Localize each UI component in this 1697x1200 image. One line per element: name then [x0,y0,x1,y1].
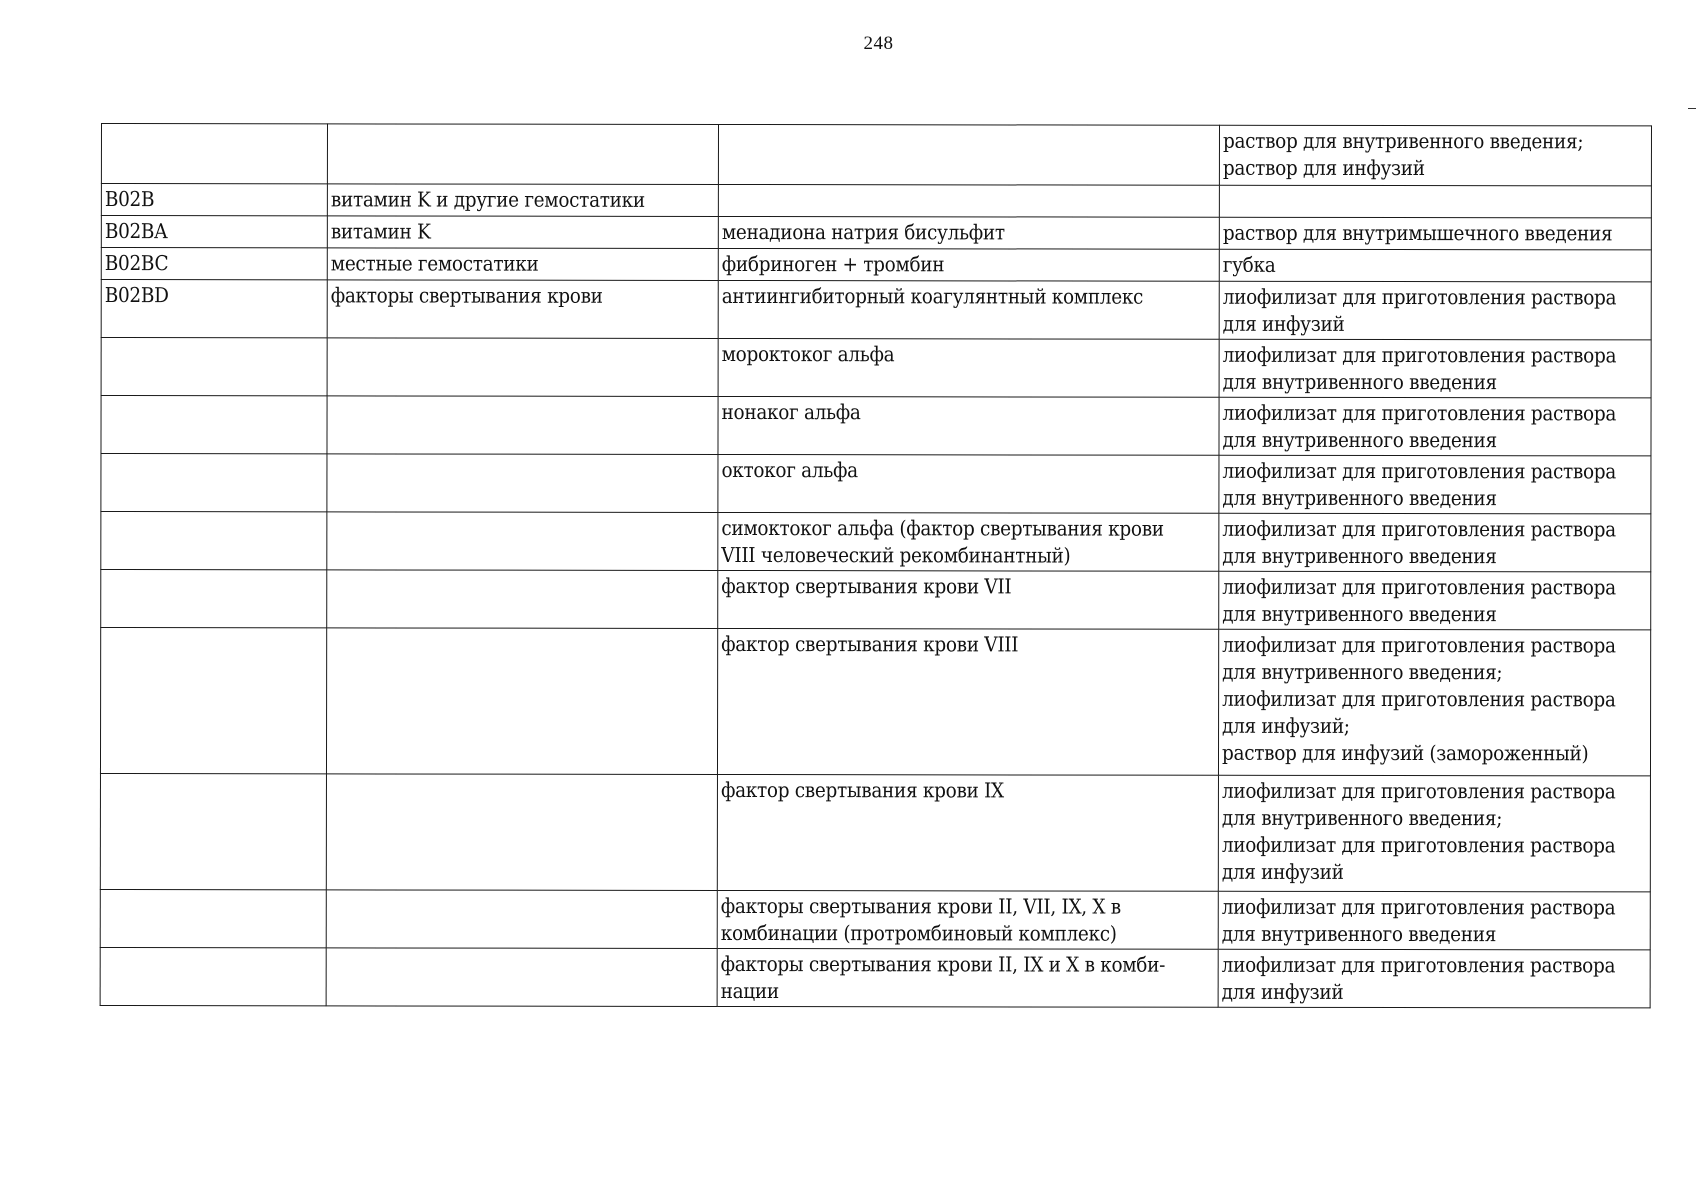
drug-name-line: комбинации (протромбиновый комплекс) [720,920,1117,946]
dosage-form-line: для внутривенного введения; [1221,805,1503,831]
page-number: 248 [863,33,894,54]
dosage-form-cell [1219,571,1651,630]
anatomical-group-cell: витамин K [327,216,718,249]
dosage-form-line: для внутривенного введения; [1222,659,1503,685]
table-row [101,184,1651,218]
table-row [101,280,1651,340]
anatomical-group-cell [327,570,718,629]
dosage-form-cell [1218,775,1650,892]
drug-name-line: октоког альфа [721,457,858,483]
drug-name-cell [717,774,1218,891]
atc-code-cell [101,338,327,396]
dosage-form-line: лиофилизат для приготовления раствора [1222,342,1617,368]
atc-code-cell [100,947,326,1005]
dosage-form-cell [1218,891,1650,950]
dosage-form-cell [1219,513,1651,572]
table-row [101,338,1651,398]
dosage-form-line: для инфузий [1222,311,1345,336]
dosage-form-line: лиофилизат для приготовления раствора [1222,284,1617,310]
table-row [101,454,1651,514]
atc-code-cell [101,124,327,184]
table-row [100,889,1650,949]
table-row [101,124,1651,186]
atc-code-cell [101,570,327,628]
dosage-form-line: лиофилизат для приготовления раствора [1221,832,1616,858]
drug-name-cell [718,454,1219,513]
drug-name-line: фактор свертывания крови IX [720,777,1004,803]
anatomical-group-cell: факторы свертывания крови [327,280,718,339]
dosage-form-line: для внутривенного введения [1222,427,1497,453]
dosage-form-line: для внутривенного введения [1222,369,1497,395]
anatomical-group-cell [326,774,717,891]
dosage-form-line: для внутривенного введения [1222,601,1497,627]
drug-name-line: антиингибиторный коагулянтный комплекс [721,283,1144,309]
dosage-form-line: лиофилизат для приготовления раствора [1222,632,1616,658]
dosage-form-cell [1219,249,1651,282]
dosage-form-cell [1219,281,1651,340]
atc-code-cell: B02B [101,184,327,216]
anatomical-group-cell [326,628,717,775]
table-row [100,947,1650,1007]
table-row [100,628,1650,776]
dosage-form-line: для внутривенного введения [1222,543,1497,569]
drug-name-cell [718,248,1219,281]
dosage-form-line: лиофилизат для приготовления раствора [1222,458,1616,484]
dosage-form-cell [1219,125,1651,186]
dosage-form-cell [1219,339,1651,398]
anatomical-group-cell [327,512,718,571]
anatomical-group-cell [327,396,718,455]
drug-name-line: фибриноген + тромбин [721,251,945,277]
dosage-form-line: раствор для внутривенного введения; [1222,128,1584,154]
dosage-form-cell [1219,455,1651,514]
dosage-form-line: лиофилизат для приготовления раствора [1221,894,1616,920]
anatomical-group-cell: витамин K и другие гемостатики [327,184,718,217]
table-row [101,570,1651,630]
drug-name-cell [717,890,1218,949]
scan-edge-mark [1688,108,1696,109]
drug-name-line: нонаког альфа [721,399,861,425]
dosage-form-cell [1219,217,1651,250]
dosage-form-line: для внутривенного введения [1222,485,1497,511]
drug-name-cell [717,628,1218,775]
table-row [101,216,1651,250]
drug-name-cell [718,124,1219,185]
dosage-form-cell [1219,397,1651,456]
atc-code-cell [101,454,327,512]
drug-name-cell [718,338,1219,397]
table-row [100,774,1650,892]
dosage-form-cell [1218,949,1650,1008]
atc-code-cell: B02BA [101,216,327,248]
table-body [100,124,1651,1008]
dosage-form-line: лиофилизат для приготовления раствора [1222,400,1617,426]
drug-name-line: фактор свертывания крови VII [721,573,1012,599]
table-row [101,512,1651,572]
dosage-form-line: раствор для инфузий [1222,155,1425,181]
drug-table [100,123,1652,1008]
dosage-form-cell [1219,185,1651,218]
atc-code-cell [100,774,326,890]
drug-name-cell [718,396,1219,455]
drug-name-line: симоктоког альфа (фактор свертывания крови [721,515,1164,541]
dosage-form-line: лиофилизат для приготовления раствора [1222,516,1616,542]
table-row [101,248,1651,282]
dosage-form-line: лиофилизат для приготовления раствора [1221,778,1616,804]
drug-name-line: мороктоког альфа [721,341,895,367]
dosage-form-line: для инфузий; [1222,713,1350,738]
atc-code-cell [101,512,327,570]
drug-name-line: менадиона натрия бисульфит [721,219,1005,245]
atc-code-cell [100,628,326,774]
drug-name-cell [718,512,1219,571]
drug-name-line: нации [720,978,779,1004]
dosage-form-line: лиофилизат для приготовления раствора [1222,686,1616,712]
atc-code-cell: B02BC [101,248,327,280]
dosage-form-line: лиофилизат для приготовления раствора [1222,574,1616,600]
atc-code-cell: B02BD [101,280,327,338]
atc-code-cell [100,889,326,947]
drug-name-cell [718,184,1219,217]
dosage-form-line: лиофилизат для приготовления раствора [1221,952,1616,978]
dosage-form-cell [1218,629,1650,776]
drug-name-cell [718,280,1219,339]
drug-name-cell [718,216,1219,249]
anatomical-group-cell [326,948,717,1007]
table-row [101,396,1651,456]
dosage-form-line: губка [1222,252,1276,277]
anatomical-group-cell [327,338,718,397]
drug-name-line: VIII человеческий рекомбинантный) [721,542,1071,568]
dosage-form-line: раствор для внутримышечного введения [1222,220,1613,246]
dosage-form-line: для инфузий [1221,859,1344,884]
drug-name-cell [718,570,1219,629]
anatomical-group-cell [326,890,717,949]
drug-name-line: факторы свертывания крови II, IX и X в комби- [720,951,1166,977]
anatomical-group-cell [327,454,718,513]
drug-name-line: факторы свертывания крови II, VII, IX, X в [720,893,1121,919]
atc-code-cell [101,396,327,454]
drug-name-cell [717,948,1218,1007]
drug-name-line: фактор свертывания крови VIII [721,631,1019,657]
dosage-form-line: для внутривенного введения [1221,921,1497,947]
anatomical-group-cell: местные гемостатики [327,248,718,281]
anatomical-group-cell [327,124,718,185]
dosage-form-line: для инфузий [1221,979,1344,1004]
dosage-form-line: раствор для инфузий (замороженный) [1221,740,1589,766]
